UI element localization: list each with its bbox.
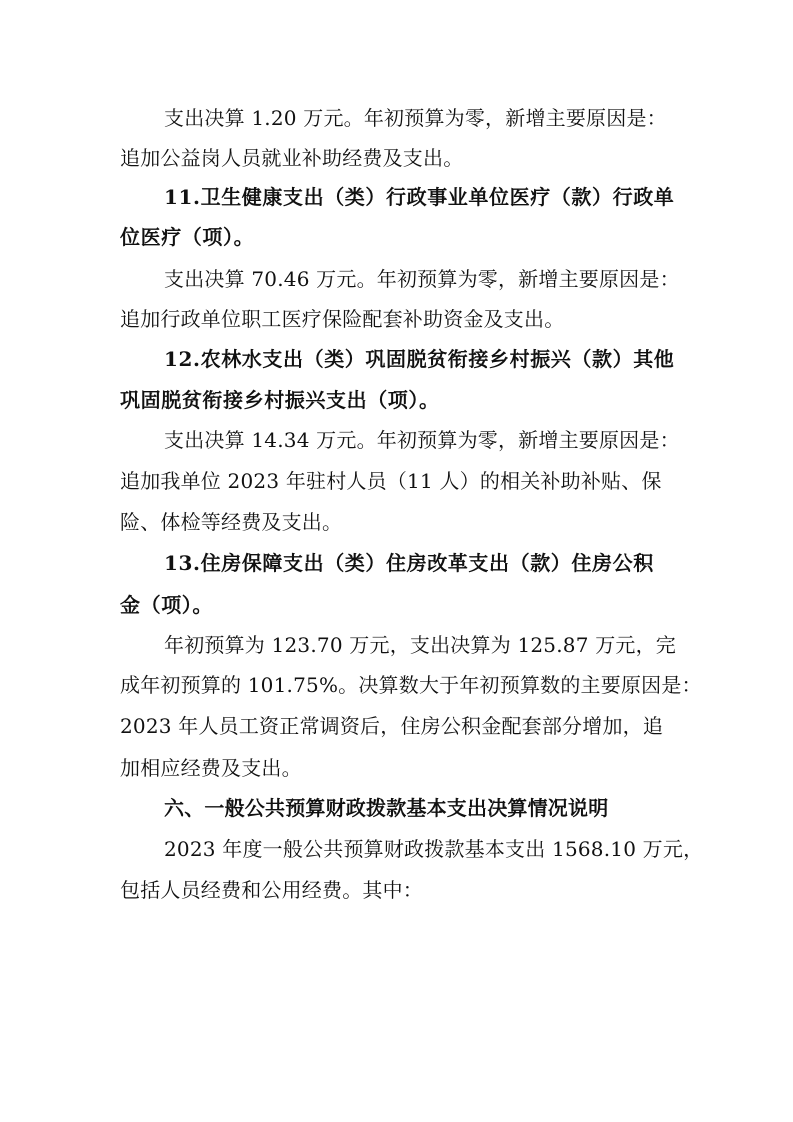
section-heading-13-line-1: 13.住房保障支出（类）住房改革支出（款）住房公积 bbox=[164, 551, 654, 575]
paragraph-line-5: 支出决算 14.34 万元。年初预算为零，新增主要原因是： bbox=[164, 428, 680, 452]
paragraph-line-11: 加相应经费及支出。 bbox=[120, 756, 302, 780]
paragraph-line-4: 追加行政单位职工医疗保险配套补助资金及支出。 bbox=[120, 307, 565, 331]
paragraph-line-6: 追加我单位 2023 年驻村人员（11 人）的相关补助补贴、保 bbox=[120, 469, 662, 493]
paragraph-line-2: 追加公益岗人员就业补助经费及支出。 bbox=[120, 146, 464, 170]
section-heading-12-line-2: 巩固脱贫衔接乡村振兴支出（项）。 bbox=[120, 388, 440, 412]
section-heading-13-line-2: 金（项）。 bbox=[120, 593, 213, 617]
paragraph-line-10: 2023 年人员工资正常调资后，住房公积金配套部分增加，追 bbox=[120, 714, 664, 738]
paragraph-line-3: 支出决算 70.46 万元。年初预算为零，新增主要原因是： bbox=[164, 267, 680, 291]
paragraph-line-12: 2023 年度一般公共预算财政拨款基本支出 1568.10 万元， bbox=[164, 837, 704, 861]
paragraph-line-8: 年初预算为 123.70 万元，支出决算为 125.87 万元，完 bbox=[164, 633, 676, 657]
paragraph-line-7: 险、体检等经费及支出。 bbox=[120, 510, 343, 534]
paragraph-line-1: 支出决算 1.20 万元。年初预算为零，新增主要原因是： bbox=[164, 106, 667, 130]
paragraph-line-9: 成年初预算的 101.75%。决算数大于年初预算数的主要原因是： bbox=[120, 673, 702, 697]
section-heading-6: 六、一般公共预算财政拨款基本支出决算情况说明 bbox=[164, 796, 609, 820]
section-heading-11-line-2: 位医疗（项）。 bbox=[120, 225, 255, 249]
section-heading-11-line-1: 11.卫生健康支出（类）行政事业单位医疗（款）行政单 bbox=[164, 185, 675, 209]
section-heading-12-line-1: 12.农林水支出（类）巩固脱贫衔接乡村振兴（款）其他 bbox=[164, 347, 675, 371]
paragraph-line-13: 包括人员经费和公用经费。其中： bbox=[120, 878, 423, 902]
